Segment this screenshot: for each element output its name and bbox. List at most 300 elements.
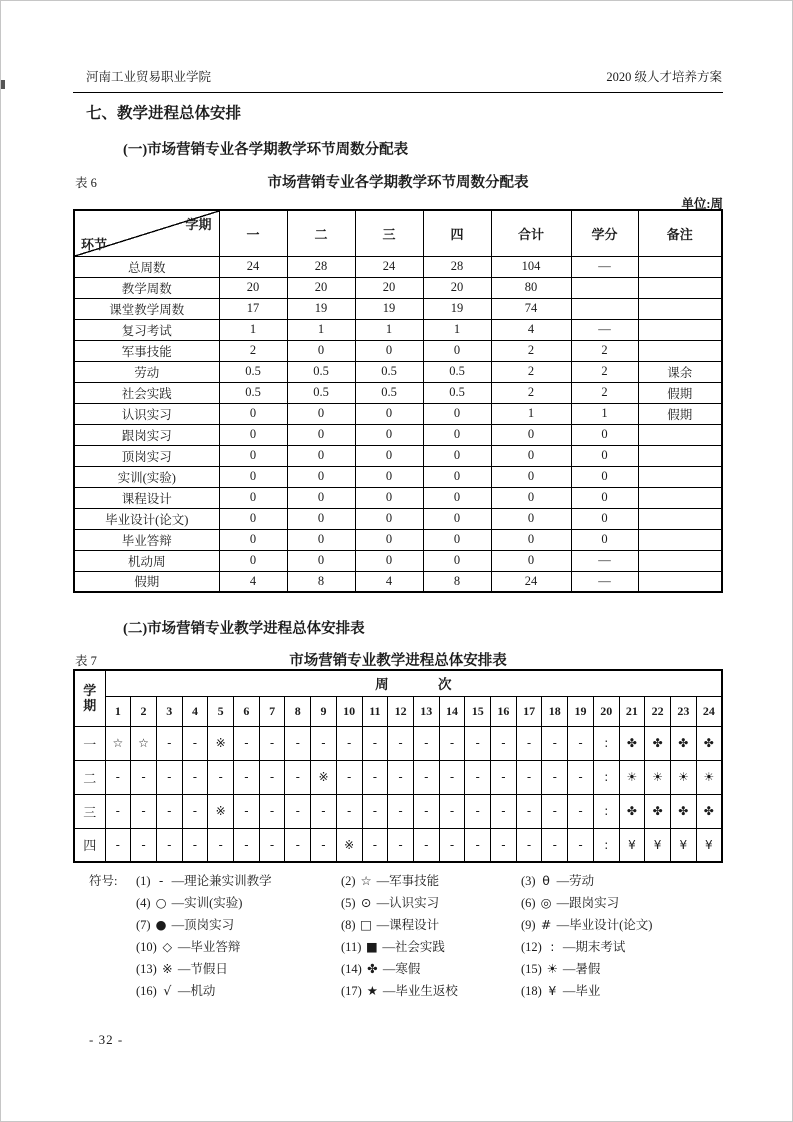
- column-header-sem1: 一: [219, 210, 287, 256]
- legend-item-desc: —社会实践: [382, 940, 445, 954]
- table6-row-label: 认识实习: [74, 403, 219, 424]
- table6-value-cell: [571, 277, 638, 298]
- column-header-credits: 学分: [571, 210, 638, 256]
- table6-value-cell: 0: [571, 508, 638, 529]
- legend-item-desc: —军事技能: [376, 874, 440, 888]
- table6-value-cell: 2: [491, 382, 571, 403]
- legend-item-symbol: ☆: [360, 873, 372, 888]
- table6-value-cell: 0: [355, 340, 423, 361]
- table7-symbol-cell: ※: [208, 726, 234, 760]
- table6-value-cell: 28: [423, 256, 491, 277]
- table7-symbol-cell: -: [208, 828, 234, 862]
- week-number: 24: [696, 696, 722, 726]
- legend-item-desc: —认识实习: [376, 896, 440, 910]
- table6-value-cell: 8: [423, 571, 491, 592]
- legend-item-number: (10): [136, 940, 157, 954]
- table6-row: [74, 403, 722, 424]
- legend-item-desc: —毕业: [562, 984, 601, 998]
- table6-value-cell: 24: [219, 256, 287, 277]
- legend-item: [341, 892, 521, 914]
- table6-value-cell: 0: [355, 424, 423, 445]
- table6-value-cell: 0: [423, 340, 491, 361]
- table6-value-cell: 24: [355, 256, 423, 277]
- table7-symbol-cell: -: [542, 726, 568, 760]
- table6-value-cell: 0: [355, 550, 423, 571]
- table7-symbol-cell: ¥: [619, 828, 645, 862]
- semester-char-2: 期: [83, 698, 97, 714]
- legend-item-number: (8): [341, 918, 356, 932]
- table6-row-label: 社会实践: [74, 382, 219, 403]
- legend-item-number: (18): [521, 984, 542, 998]
- table7-semester-label: 四: [74, 828, 105, 862]
- table6-row-label: 课堂教学周数: [74, 298, 219, 319]
- legend-item-symbol: ◇: [162, 939, 173, 954]
- table6-value-cell: 0: [423, 424, 491, 445]
- table6-row-label: 复习考试: [74, 319, 219, 340]
- table6-value-cell: 0: [423, 403, 491, 424]
- table6-value-cell: 8: [287, 571, 355, 592]
- table7-symbol-cell: -: [465, 760, 491, 794]
- column-header-sem4: 四: [423, 210, 491, 256]
- week-number: 13: [413, 696, 439, 726]
- legend-item-symbol: ※: [162, 961, 173, 976]
- legend-item-desc: —暑假: [562, 962, 601, 976]
- legend-item-symbol: ✤: [367, 961, 378, 976]
- table7-symbol-cell: -: [362, 794, 388, 828]
- week-title-char-1: 周: [375, 677, 389, 693]
- table6-value-cell: 80: [491, 277, 571, 298]
- table6-value-cell: 0: [219, 550, 287, 571]
- table6-value-cell: 0: [219, 487, 287, 508]
- table7-semester-label: 三: [74, 794, 105, 828]
- table6-value-cell: 0.5: [423, 382, 491, 403]
- table6-row: [74, 361, 722, 382]
- table7-symbol-cell: -: [131, 828, 157, 862]
- table7-symbol-cell: -: [285, 794, 311, 828]
- legend-item-desc: —课程设计: [376, 918, 440, 932]
- week-number: 1: [105, 696, 131, 726]
- table6-row: [74, 340, 722, 361]
- subsection-1-title: (一)市场营销专业各学期教学环节周数分配表: [123, 142, 409, 158]
- legend-item-desc: —理论兼实训教学: [171, 874, 272, 888]
- table6-value-cell: 0: [355, 529, 423, 550]
- table6-weeks-distribution: [73, 209, 723, 593]
- legend-item-desc: —期末考试: [562, 940, 626, 954]
- scan-artifact: [1, 80, 5, 89]
- table7-symbol-cell: -: [234, 794, 260, 828]
- legend-item-symbol: ●: [155, 917, 167, 932]
- table6-value-cell: [638, 298, 722, 319]
- table7-symbol-cell: -: [362, 828, 388, 862]
- table6-value-cell: 19: [423, 298, 491, 319]
- table6-value-cell: 0: [355, 445, 423, 466]
- legend-item-number: (14): [341, 962, 362, 976]
- table7-symbol-cell: ¥: [645, 828, 671, 862]
- table7-symbol-cell: -: [131, 760, 157, 794]
- legend-item-number: (17): [341, 984, 362, 998]
- table7-semester-header: [74, 670, 105, 726]
- table6-value-cell: [638, 529, 722, 550]
- week-number: 15: [465, 696, 491, 726]
- legend-item-symbol: ★: [366, 983, 378, 998]
- column-header-total: 合计: [491, 210, 571, 256]
- table6-row: [74, 445, 722, 466]
- week-number: 2: [131, 696, 157, 726]
- table7-symbol-cell: -: [439, 726, 465, 760]
- table7-symbol-cell: -: [234, 828, 260, 862]
- table7-symbol-cell: -: [542, 760, 568, 794]
- legend-item: [521, 892, 723, 914]
- week-number: 11: [362, 696, 388, 726]
- week-number: 21: [619, 696, 645, 726]
- table6-row-label: 机动周: [74, 550, 219, 571]
- week-number: 9: [311, 696, 337, 726]
- week-number: 10: [336, 696, 362, 726]
- table6-value-cell: 1: [491, 403, 571, 424]
- table7-symbol-cell: -: [491, 828, 517, 862]
- table6-value-cell: 0: [571, 445, 638, 466]
- table7-symbol-cell: ☆: [131, 726, 157, 760]
- table7-symbol-cell: ¥: [670, 828, 696, 862]
- table7-symbol-cell: -: [516, 760, 542, 794]
- table6-value-cell: [638, 319, 722, 340]
- table7-symbol-cell: -: [465, 726, 491, 760]
- legend-item-desc: —实训(实验): [171, 896, 243, 910]
- table7-symbol-cell: -: [516, 794, 542, 828]
- legend-item: [341, 980, 521, 1002]
- table7-symbol-cell: -: [285, 828, 311, 862]
- week-number: 5: [208, 696, 234, 726]
- legend-item-symbol: □: [360, 917, 372, 932]
- legend-item: [136, 870, 341, 892]
- table7-symbol-cell: -: [234, 726, 260, 760]
- table6-row-label: 军事技能: [74, 340, 219, 361]
- table7-symbol-cell: -: [336, 760, 362, 794]
- table6-value-cell: 0: [287, 340, 355, 361]
- table7-symbol-cell: ✤: [619, 726, 645, 760]
- legend-item-symbol: #: [540, 917, 552, 932]
- table7-symbol-cell: -: [542, 828, 568, 862]
- table7-symbol-cell: -: [516, 828, 542, 862]
- table7-semester-row: [74, 760, 722, 794]
- table6-value-cell: 0: [287, 424, 355, 445]
- table7-symbol-cell: -: [439, 828, 465, 862]
- table6-row-label: 总周数: [74, 256, 219, 277]
- legend-item-desc: —毕业设计(论文): [556, 918, 653, 932]
- table7-symbol-cell: -: [182, 828, 208, 862]
- table6-value-cell: 104: [491, 256, 571, 277]
- table7-symbol-cell: ☆: [105, 726, 131, 760]
- table6-row-label: 跟岗实习: [74, 424, 219, 445]
- table6-value-cell: 0: [491, 424, 571, 445]
- table6-value-cell: 0: [287, 466, 355, 487]
- table6-value-cell: 0: [219, 508, 287, 529]
- week-number: 19: [568, 696, 594, 726]
- table6-value-cell: —: [571, 256, 638, 277]
- table6-value-cell: [638, 571, 722, 592]
- table7-symbol-cell: -: [491, 760, 517, 794]
- legend-item-desc: —毕业答辩: [177, 940, 241, 954]
- table7-symbol-cell: -: [311, 726, 337, 760]
- table6-value-cell: 24: [491, 571, 571, 592]
- table6-value-cell: 0.5: [219, 361, 287, 382]
- legend-item-number: (3): [521, 874, 536, 888]
- table7-symbol-cell: -: [105, 760, 131, 794]
- legend-item: [341, 870, 521, 892]
- column-header-remarks: 备注: [638, 210, 722, 256]
- legend-item: [136, 980, 341, 1002]
- table6-row: [74, 508, 722, 529]
- table7-symbol-cell: -: [259, 760, 285, 794]
- table6-value-cell: 19: [287, 298, 355, 319]
- table6-caption-row: [73, 171, 723, 192]
- column-header-sem3: 三: [355, 210, 423, 256]
- table7-symbol-cell: -: [182, 726, 208, 760]
- table6-row-label: 课程设计: [74, 487, 219, 508]
- table6-value-cell: 20: [219, 277, 287, 298]
- table6-row-label: 假期: [74, 571, 219, 592]
- table6-value-cell: 0.5: [287, 382, 355, 403]
- table7-symbol-cell: -: [336, 726, 362, 760]
- table6-value-cell: —: [571, 319, 638, 340]
- table6-value-cell: 0: [571, 529, 638, 550]
- table6-row: [74, 424, 722, 445]
- table6-value-cell: 4: [491, 319, 571, 340]
- table7-symbol-cell: -: [362, 760, 388, 794]
- legend-item-symbol: :: [550, 939, 555, 954]
- legend-item-number: (5): [341, 896, 356, 910]
- table7-symbol-cell: -: [336, 794, 362, 828]
- table6-value-cell: [638, 466, 722, 487]
- semester-char-1: 学: [83, 682, 97, 698]
- page-number: - 32 -: [89, 1032, 124, 1047]
- table6-value-cell: 0: [491, 487, 571, 508]
- legend-item-number: (7): [136, 918, 151, 932]
- header-plan-name: 2020 级人才培养方案: [606, 70, 722, 84]
- table7-symbol-cell: -: [156, 726, 182, 760]
- table6-value-cell: 0: [491, 445, 571, 466]
- legend-item: [136, 958, 341, 980]
- table6-caption: 市场营销专业各学期教学环节周数分配表: [267, 175, 529, 191]
- table7-schedule: [73, 669, 723, 863]
- table7-label: 表 7: [75, 654, 97, 668]
- legend-item: [521, 980, 723, 1002]
- table6-value-cell: 0: [287, 550, 355, 571]
- legend-item-number: (2): [341, 874, 356, 888]
- legend-item-number: (6): [521, 896, 536, 910]
- table6-value-cell: 1: [219, 319, 287, 340]
- table6-row: [74, 529, 722, 550]
- table7-symbol-cell: ※: [208, 794, 234, 828]
- table6-value-cell: 20: [423, 277, 491, 298]
- table7-symbol-cell: :: [593, 726, 619, 760]
- table6-value-cell: 2: [571, 382, 638, 403]
- table7-symbol-cell: -: [568, 760, 594, 794]
- table7-symbol-cell: -: [259, 794, 285, 828]
- table6-value-cell: [638, 256, 722, 277]
- legend-grid: [136, 870, 723, 1002]
- week-number: 4: [182, 696, 208, 726]
- table6-value-cell: 0: [491, 508, 571, 529]
- table6-value-cell: 1: [571, 403, 638, 424]
- table6-value-cell: 4: [219, 571, 287, 592]
- week-number: 20: [593, 696, 619, 726]
- table6-value-cell: 0: [287, 529, 355, 550]
- table7-symbol-cell: -: [311, 794, 337, 828]
- legend-item-number: (4): [136, 896, 151, 910]
- table6-value-cell: 0: [287, 445, 355, 466]
- legend-item-number: (9): [521, 918, 536, 932]
- table6-value-cell: [638, 277, 722, 298]
- table6-value-cell: 4: [355, 571, 423, 592]
- table6-row: [74, 571, 722, 592]
- table6-row: [74, 487, 722, 508]
- table6-value-cell: 0: [287, 508, 355, 529]
- table6-row-label: 劳动: [74, 361, 219, 382]
- table6-value-cell: 0: [219, 445, 287, 466]
- week-number: 12: [388, 696, 414, 726]
- table7-symbol-cell: -: [285, 726, 311, 760]
- table6-value-cell: 0.5: [287, 361, 355, 382]
- legend-item-symbol: -: [158, 873, 164, 888]
- table6-value-cell: 0: [355, 508, 423, 529]
- legend-item-number: (13): [136, 962, 157, 976]
- table6-value-cell: 1: [423, 319, 491, 340]
- legend-item-desc: —寒假: [382, 962, 421, 976]
- table7-symbol-cell: -: [182, 760, 208, 794]
- table7-symbol-cell: -: [439, 760, 465, 794]
- legend-item-symbol: ■: [365, 939, 378, 954]
- table6-row-label: 毕业答辩: [74, 529, 219, 550]
- legend-item-desc: —节假日: [177, 962, 228, 976]
- legend-item-desc: —毕业生返校: [382, 984, 458, 998]
- table7-symbol-cell: -: [388, 726, 414, 760]
- table7-symbol-cell: ※: [336, 828, 362, 862]
- table6-value-cell: 1: [287, 319, 355, 340]
- table7-symbol-cell: -: [413, 760, 439, 794]
- table6-value-cell: [638, 508, 722, 529]
- table6-value-cell: 0: [287, 487, 355, 508]
- week-number: 8: [285, 696, 311, 726]
- table6-value-cell: 74: [491, 298, 571, 319]
- table7-symbol-cell: ☀: [696, 760, 722, 794]
- table6-row: [74, 256, 722, 277]
- table7-symbol-cell: ✤: [645, 726, 671, 760]
- week-number: 18: [542, 696, 568, 726]
- week-number: 7: [259, 696, 285, 726]
- table7-symbol-cell: -: [568, 726, 594, 760]
- table6-value-cell: 0: [423, 466, 491, 487]
- table6-value-cell: 0: [423, 445, 491, 466]
- week-number: 22: [645, 696, 671, 726]
- table7-symbol-cell: -: [439, 794, 465, 828]
- table6-value-cell: 2: [571, 340, 638, 361]
- week-number: 14: [439, 696, 465, 726]
- section-title: 七、教学进程总体安排: [86, 105, 242, 122]
- legend-item-number: (15): [521, 962, 542, 976]
- table6-row: [74, 298, 722, 319]
- table6-corner-cell: [74, 210, 219, 256]
- table7-symbol-cell: -: [156, 760, 182, 794]
- table7-symbol-cell: -: [491, 794, 517, 828]
- page-header: [73, 67, 723, 93]
- table7-caption: 市场营销专业教学进程总体安排表: [289, 653, 507, 669]
- table6-value-cell: 2: [571, 361, 638, 382]
- table7-symbol-cell: -: [465, 828, 491, 862]
- table7-symbol-cell: -: [105, 794, 131, 828]
- table7-symbol-cell: -: [156, 794, 182, 828]
- table6-value-cell: 0.5: [355, 361, 423, 382]
- table6-row: [74, 277, 722, 298]
- table6-row: [74, 466, 722, 487]
- table7-symbol-cell: -: [311, 828, 337, 862]
- table6-value-cell: 2: [491, 361, 571, 382]
- table6-value-cell: 0: [491, 466, 571, 487]
- table6-value-cell: 课余: [638, 361, 722, 382]
- legend-item-symbol: ☀: [546, 961, 558, 976]
- table6-value-cell: 19: [355, 298, 423, 319]
- table7-symbol-cell: -: [413, 726, 439, 760]
- table6-row: [74, 319, 722, 340]
- table7-symbol-cell: -: [465, 794, 491, 828]
- table6-value-cell: 假期: [638, 382, 722, 403]
- table6-value-cell: 20: [355, 277, 423, 298]
- table6-row-label: 教学周数: [74, 277, 219, 298]
- table6-value-cell: 0: [355, 487, 423, 508]
- table6-unit-label: 单位:周: [681, 197, 723, 211]
- table7-symbol-cell: ✤: [645, 794, 671, 828]
- table6-value-cell: —: [571, 571, 638, 592]
- legend-item: [521, 870, 723, 892]
- table6-value-cell: —: [571, 550, 638, 571]
- table7-symbol-cell: -: [491, 726, 517, 760]
- legend-item-desc: —跟岗实习: [556, 896, 620, 910]
- legend-item-number: (1): [136, 874, 151, 888]
- legend-item-symbol: θ: [542, 873, 550, 888]
- table7-week-title-cell: [105, 670, 722, 696]
- table6-value-cell: 0: [423, 508, 491, 529]
- table7-symbol-cell: -: [156, 828, 182, 862]
- table7-semester-row: [74, 794, 722, 828]
- table6-value-cell: 1: [355, 319, 423, 340]
- legend-item-symbol: ◎: [540, 895, 552, 910]
- table6-value-cell: 0.5: [355, 382, 423, 403]
- table6-value-cell: 0: [219, 466, 287, 487]
- legend-item-symbol: ○: [155, 895, 167, 910]
- table7-symbol-cell: -: [234, 760, 260, 794]
- legend-item: [521, 958, 723, 980]
- table6-value-cell: 2: [491, 340, 571, 361]
- table7-semester-row: [74, 726, 722, 760]
- table6-value-cell: 0: [355, 403, 423, 424]
- table7-symbol-cell: -: [105, 828, 131, 862]
- legend-item-desc: —机动: [177, 984, 216, 998]
- table6-value-cell: 0.5: [423, 361, 491, 382]
- table7-symbol-cell: -: [285, 760, 311, 794]
- table6-value-cell: 0: [423, 529, 491, 550]
- table6-value-cell: 0: [219, 424, 287, 445]
- legend-item-symbol: ¥: [548, 983, 557, 998]
- legend-title: 符号:: [89, 874, 118, 888]
- table7-symbol-cell: -: [182, 794, 208, 828]
- legend-item-desc: —顶岗实习: [171, 918, 235, 932]
- table6-value-cell: 0.5: [219, 382, 287, 403]
- legend-item: [136, 914, 341, 936]
- legend-item: [521, 936, 723, 958]
- table6-value-cell: [638, 340, 722, 361]
- table6-value-cell: 假期: [638, 403, 722, 424]
- table7-symbol-cell: ☀: [619, 760, 645, 794]
